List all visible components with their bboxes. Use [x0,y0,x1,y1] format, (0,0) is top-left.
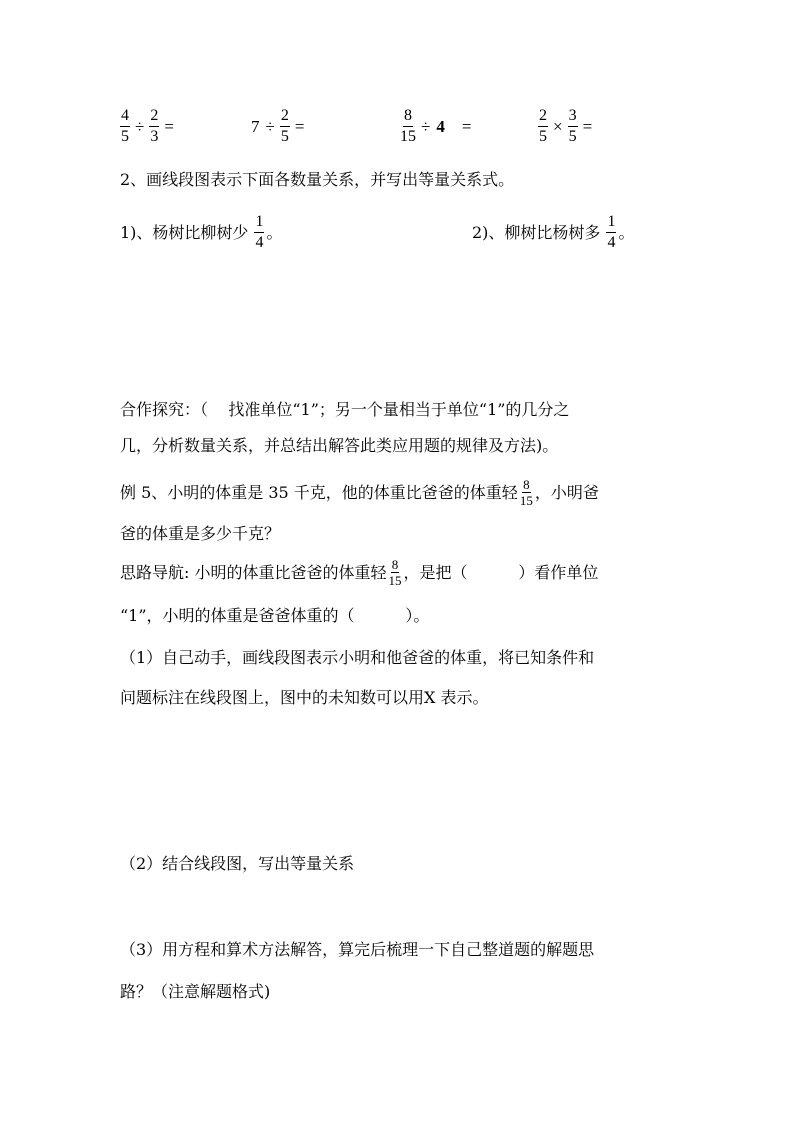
denominator: 15 [388,573,402,588]
fraction [606,214,616,251]
denominator: 15 [400,128,416,145]
divide-sign: ÷ [135,117,145,136]
numerator: 8 [403,108,413,127]
item-text: 2)、柳树比杨树多 [472,222,601,242]
step1-line-1: （1）自己动手，画线段图表示小明和他爸爸的体重，将已知条件和 [120,648,595,667]
step3-line-2: 路？（注意解题格式) [120,982,271,1001]
q2-item-1 [120,214,282,251]
example-text: 例 5、小明的体重是 35 千克，他的体重比爸爸的体重轻 [120,482,518,502]
step1-line-2: 问题标注在线段图上，图中的未知数可以用X 表示。 [120,688,489,707]
numerator: 4 [120,108,130,127]
step2-line-1: （2）结合线段图，写出等量关系 [120,854,355,873]
guide-text: 思路导航: 小明的体重比爸爸的体重轻 [120,562,387,582]
denominator: 4 [255,234,264,251]
whole-number: 7 [251,117,260,136]
numerator: 8 [523,477,530,492]
explore-line-1: 合作探究：（ 找准单位“1”；另一个量相当于单位“1”的几分之 [120,400,570,419]
fraction [149,108,159,145]
denominator: 5 [539,128,547,145]
item-text: 1)、杨树比柳树少 [120,222,249,242]
explore-line-2: 几，分析数量关系，并总结出解答此类应用题的规律及方法)。 [120,436,559,455]
q2-heading: 2、画线段图表示下面各数量关系，并写出等量关系式。 [120,170,515,189]
fraction [280,108,290,145]
divide-sign: ÷ [421,117,431,136]
denominator: 5 [121,128,129,145]
equals-sign: = [461,117,472,136]
numerator: 3 [568,108,578,127]
equals-sign: = [582,117,593,136]
example-line-1 [120,478,599,507]
guide-line-2: “1”，小明的体重是爸爸体重的（ ）。 [120,606,430,625]
item-end: 。 [266,222,283,242]
numerator: 8 [391,557,399,572]
calc-expression-4 [536,108,595,145]
whole-number: 4 [436,117,445,136]
guide-line-1 [120,558,598,587]
example-line-2: 爸的体重是多少千克？ [120,524,281,543]
calc-expression-1 [118,108,177,145]
calc-expression-2 [248,108,307,145]
fraction [254,214,264,251]
divide-sign: ÷ [265,117,275,136]
item-end: 。 [618,222,635,242]
numerator: 2 [149,108,159,127]
numerator: 2 [538,108,548,127]
calc-expression-3 [398,108,474,145]
example-text: ，小明爸 [534,482,599,502]
fraction [568,108,578,145]
fraction [400,108,416,145]
numerator: 1 [254,214,264,233]
numerator: 1 [606,214,616,233]
fraction [120,108,130,145]
fraction [388,558,401,587]
step3-line-1: （3）用方程和算术方法解答，算完后梳理一下自己整道题的解题思 [120,940,595,959]
q2-item-2 [472,214,634,251]
fraction [520,478,533,507]
denominator: 5 [568,128,577,145]
denominator: 4 [607,234,616,251]
numerator: 2 [280,108,290,127]
denominator: 5 [280,128,289,145]
denominator: 3 [150,128,159,145]
fraction [538,108,548,145]
guide-text: ，是把（ ）看作单位 [403,562,599,582]
multiply-sign: × [553,117,563,136]
equals-sign: = [164,117,174,136]
equals-sign: = [294,117,305,136]
denominator: 15 [519,493,533,508]
